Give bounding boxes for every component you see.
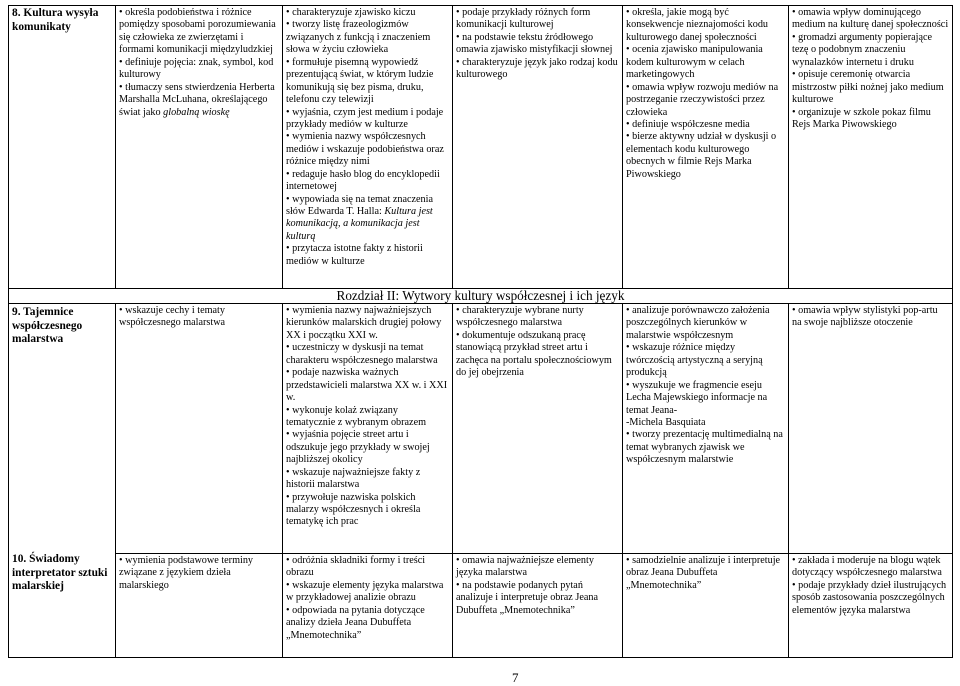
list-item-text: omawia wpływ dominującego medium na kulturę danej społeczności (792, 7, 949, 31)
topic-9: 9. Tajemnice współczesnego malarstwa (12, 306, 83, 346)
list-item-text: podaje przykłady różnych form komunikacji kulturowej (456, 7, 591, 31)
list-item-text: charakteryzuje język jako rodzaj kodu kulturowego (456, 56, 618, 81)
list-item (792, 107, 949, 132)
list-item (626, 555, 785, 592)
list-item-text: wymienia nazwy współczesnych mediów i wskazuje podobieństwa oraz różnice między nimi (286, 131, 444, 168)
requirements-cell (283, 6, 453, 289)
list-item (456, 57, 619, 82)
list-item-text: omawia najważniejsze elementy języka malarstwa (456, 555, 594, 579)
list-item (286, 57, 449, 107)
table-row (9, 554, 953, 658)
list-item (792, 555, 949, 580)
list-item (286, 131, 449, 168)
list-item (626, 305, 785, 342)
list-item-text: bierze aktywny udział w dyskusji o elementach kodu kulturowego obecnych w filmie Rejs Marka Piwowskiego (626, 131, 777, 180)
list-item-text: omawia wpływ stylistyki pop-artu na swoje najbliższe otoczenie (792, 305, 938, 329)
requirements-cell (116, 554, 283, 658)
requirements-cell (789, 554, 953, 658)
list-item-text: wykonuje kolaż związany tematycznie z wybranym obrazem (286, 404, 427, 428)
list-item (286, 367, 449, 404)
list-item (792, 305, 949, 330)
list-item-text: na podstawie tekstu źródłowego omawia zjawisko mistyfikacji słownej (456, 31, 613, 56)
list-item (286, 555, 449, 580)
list-item-text: gromadzi argumenty popierające tezę o podobnym znaczeniu wynalazków internetu i druku (792, 31, 933, 68)
list-item (119, 305, 279, 330)
list-item-text: wskazuje cechy i tematy współczesnego malarstwa (119, 305, 226, 329)
list-item-text: tworzy prezentację multimedialną na temat wybranych zjawisk we współczesnym malarstwie (626, 429, 783, 466)
list-item-text: omawia wpływ rozwoju mediów na postrzeganie rzeczywistości przez człowieka (626, 81, 779, 118)
page-number: 7 (512, 670, 519, 685)
list-item-text: uczestniczy w dyskusji na temat charakteru współczesnego malarstwa (286, 342, 438, 366)
list-item-text: wyjaśnia pojęcie street artu i odszukuje jego przykłady w swojej najbliższej okolicy (286, 429, 430, 466)
list-item-text: na podstawie podanych pytań analizuje i interpretuje obraz Jeana Dubuffeta „Mnemotechnika” (456, 579, 598, 616)
requirements-cell (116, 304, 283, 554)
list-item-text: formułuje pisemną wypowiedź prezentującą świat, w którym ludzie komunikują się bez pisma, druku, telefonu czy telewizji (286, 56, 434, 106)
list-item (286, 405, 449, 430)
requirements-cell (453, 304, 623, 554)
list-item (792, 69, 949, 106)
list-item-text: charakteryzuje zjawisko kiczu (292, 7, 416, 18)
list-item-text: wyjaśnia, czym jest medium i podaje przykłady mediów w kulturze (286, 106, 444, 130)
list-item-text: zakłada i moderuje na blogu wątek dotyczący współczesnego malarstwa (792, 555, 942, 579)
list-item (286, 580, 449, 605)
list-item (792, 580, 949, 617)
list-item-text: odróżnia składniki formy i treści obrazu (286, 555, 426, 579)
list-item-text: wskazuje różnice między twórczością artystyczną a seryjną produkcją (626, 342, 763, 379)
list-item (456, 7, 619, 32)
curriculum-table (8, 5, 953, 658)
requirements-cell (116, 6, 283, 289)
topic-10: 10. Świadomy interpretator sztuki malarskiej (12, 553, 108, 593)
list-item (286, 429, 449, 466)
list-item-italic: globalną wioskę (163, 106, 230, 118)
list-item-text: ocenia zjawisko manipulowania kodem kulturowym w celach marketingowych (626, 44, 763, 81)
list-item (286, 19, 449, 56)
requirements-cell (789, 304, 953, 554)
requirements-cell (623, 304, 789, 554)
list-item (456, 330, 619, 380)
list-item-text: analizuje porównawczo założenia poszczególnych kierunków w malarstwie współczesnym (626, 305, 770, 341)
list-item (626, 131, 785, 181)
list-item (286, 605, 449, 642)
list-item-text: organizuje w szkole pokaz filmu Rejs Marka Piwowskiego (792, 106, 931, 130)
list-item-text: określa, jakie mogą być konsekwencje nieznajomości kodu kulturowego danej społeczności (626, 7, 769, 43)
list-item (286, 169, 449, 194)
table-row (9, 304, 953, 554)
table-row (9, 6, 953, 289)
list-item (792, 32, 949, 69)
list-item (119, 7, 279, 57)
topic-cell: 8. Kultura wysyła komunikaty (9, 6, 116, 289)
list-item (286, 243, 449, 268)
list-item (626, 429, 785, 466)
list-item-text: tworzy listę frazeologizmów związanych z funkcją i znaczeniem słowa w życiu człowieka (286, 19, 431, 56)
list-item-text: wymienia podstawowe terminy związane z językiem dzieła malarskiego (119, 555, 254, 591)
section-heading: Rozdział II: Wytwory kultury współczesnej i ich język (9, 289, 953, 304)
list-item (626, 342, 785, 379)
list-item (286, 305, 449, 342)
list-item (286, 492, 449, 529)
list-item (286, 194, 449, 244)
list-item-text: wyszukuje we fragmencie eseju Lecha Majewskiego informacje na temat Jeana- (626, 379, 768, 416)
list-item (456, 32, 619, 57)
list-item-text: wskazuje najważniejsze fakty z historii malarstwa (286, 466, 421, 491)
list-item-text: samodzielnie analizuje i interpretuje obraz Jeana Dubuffeta „Mnemotechnika” (626, 555, 781, 591)
list-item-text: definiuje pojęcia: znak, symbol, kod kulturowy (119, 56, 274, 81)
list-item (119, 82, 279, 119)
list-item (626, 380, 785, 417)
list-item (119, 555, 279, 592)
list-item (286, 467, 449, 492)
list-item-text: tłumaczy sens stwierdzenia Herberta Marshalla McLuhana, określającego świat jako (119, 81, 275, 118)
list-item-text: wypowiada się na temat znaczenia słów Edwarda T. Halla: (286, 193, 433, 217)
list-item-text: wymienia nazwy najważniejszych kierunków malarskich drugiej połowy XX i początku XXI w. (286, 305, 442, 341)
requirements-cell (283, 304, 453, 554)
list-item-text: charakteryzuje wybrane nurty współczesnego malarstwa (456, 305, 584, 329)
list-item (456, 580, 619, 617)
list-item (792, 7, 949, 32)
list-item-text: podaje przykłady dzieł ilustrujących sposób zastosowania poszczególnych elementów języka malarstwa (792, 579, 947, 616)
list-item (626, 7, 785, 44)
list-item (286, 7, 449, 19)
requirements-cell (283, 554, 453, 658)
list-item-text: dokumentuje odszukaną pracę stanowiącą przykład street artu i zachęca na portalu społecznościowym do jej obejrzenia (456, 329, 612, 379)
requirements-cell (623, 6, 789, 289)
list-item (456, 555, 619, 580)
list-item-text: wskazuje elementy języka malarstwa w przykładowej analizie obrazu (286, 579, 444, 604)
list-item-text: definiuje współczesne media (632, 118, 750, 130)
list-item (286, 342, 449, 367)
list-item (626, 417, 785, 429)
requirements-cell (453, 6, 623, 289)
list-item (626, 82, 785, 119)
list-item (119, 57, 279, 82)
list-item-text: odpowiada na pytania dotyczące analizy dzieła Jeana Dubuffeta „Mnemotechnika” (286, 604, 425, 641)
list-item (456, 305, 619, 330)
topic-cell (9, 304, 116, 658)
list-item-italic: Kultura jest komunikacją, a komunikacja jest kulturą (286, 206, 433, 242)
list-item-text: przytacza istotne fakty z historii mediów w kulturze (286, 243, 423, 267)
table-row (9, 289, 953, 304)
requirements-cell (453, 554, 623, 658)
list-item-text: podaje nazwiska ważnych przedstawicieli malarstwa XX w. i XXI w. (286, 367, 448, 404)
list-item-text: -Michela Basquiata (626, 416, 706, 428)
list-item-text: określa podobieństwa i różnice pomiędzy sposobami porozumiewania się człowieka ze zwierzętami i formami komunikacji międzyludzkiej (119, 7, 276, 56)
list-item-text: redaguje hasło blog do encyklopedii internetowej (286, 168, 440, 193)
list-item (626, 119, 785, 131)
requirements-cell (789, 6, 953, 289)
list-item-text: opisuje ceremonię otwarcia mistrzostw piłki nożnej jako medium kulturowe (792, 69, 944, 106)
requirements-cell (623, 554, 789, 658)
list-item (626, 44, 785, 81)
list-item-text: przywołuje nazwiska polskich malarzy współczesnych i określa tematykę ich prac (286, 491, 421, 528)
list-item (286, 107, 449, 132)
